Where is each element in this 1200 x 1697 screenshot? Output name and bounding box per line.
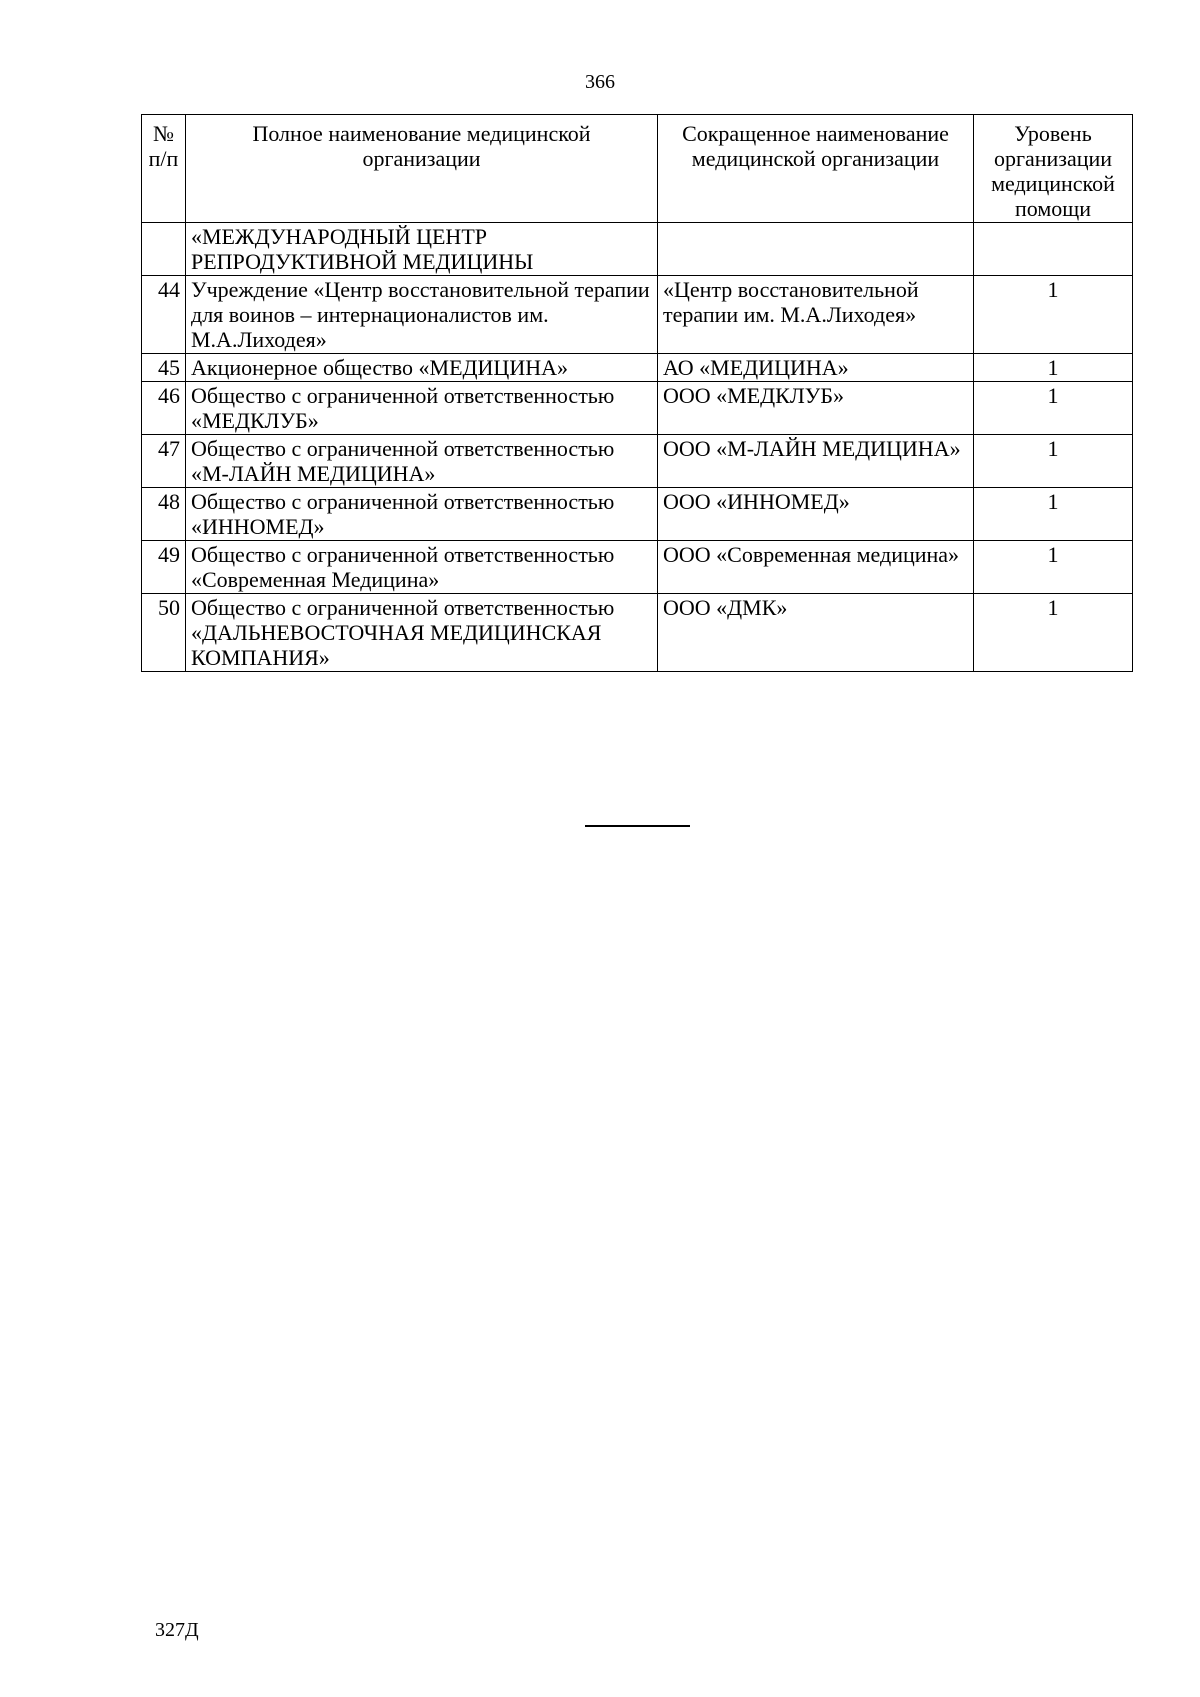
table-header [142, 115, 1133, 223]
table-row [142, 488, 1133, 541]
document-code: 327Д [155, 1619, 199, 1641]
row-level: 1 [974, 276, 1133, 354]
row-short-name: ООО «ИННОМЕД» [658, 488, 974, 541]
row-short-name: ООО «М-ЛАЙН МЕДИЦИНА» [658, 435, 974, 488]
header-full-name: Полное наименование медицинской организации [186, 115, 658, 223]
row-full-name: Общество с ограниченной ответственностью «МЕДКЛУБ» [186, 382, 658, 435]
header-row [142, 115, 1133, 223]
row-num: 46 [142, 382, 186, 435]
row-full-name: Общество с ограниченной ответственностью «ИННОМЕД» [186, 488, 658, 541]
header-level: Уровень организации медицинской помощи [974, 115, 1133, 223]
row-short-name: ООО «ДМК» [658, 594, 974, 672]
row-num [142, 223, 186, 276]
row-short-name: АО «МЕДИЦИНА» [658, 354, 974, 382]
table-row [142, 594, 1133, 672]
row-num: 44 [142, 276, 186, 354]
row-level [974, 223, 1133, 276]
table-row [142, 541, 1133, 594]
page-number: 366 [585, 71, 615, 93]
row-short-name: ООО «Современная медицина» [658, 541, 974, 594]
row-full-name: Общество с ограниченной ответственностью «М-ЛАЙН МЕДИЦИНА» [186, 435, 658, 488]
organizations-table [141, 114, 1133, 672]
table-row [142, 435, 1133, 488]
end-separator-line [585, 825, 690, 827]
row-level: 1 [974, 435, 1133, 488]
table-row [142, 223, 1133, 276]
row-short-name: ООО «МЕДКЛУБ» [658, 382, 974, 435]
row-level: 1 [974, 354, 1133, 382]
row-num: 49 [142, 541, 186, 594]
row-full-name: Учреждение «Центр восстановительной терапии для воинов – интернационалистов им. М.А.Лиходея» [186, 276, 658, 354]
table-body [142, 223, 1133, 672]
row-full-name: Общество с ограниченной ответственностью «ДАЛЬНЕВОСТОЧНАЯ МЕДИЦИНСКАЯ КОМПАНИЯ» [186, 594, 658, 672]
row-level: 1 [974, 488, 1133, 541]
row-num: 48 [142, 488, 186, 541]
row-level: 1 [974, 541, 1133, 594]
row-full-name: Акционерное общество «МЕДИЦИНА» [186, 354, 658, 382]
header-num: № п/п [142, 115, 186, 223]
row-level: 1 [974, 594, 1133, 672]
row-short-name: «Центр восстановительной терапии им. М.А.Лиходея» [658, 276, 974, 354]
table-row [142, 382, 1133, 435]
row-num: 47 [142, 435, 186, 488]
row-num: 45 [142, 354, 186, 382]
row-full-name: Общество с ограниченной ответственностью «Современная Медицина» [186, 541, 658, 594]
row-full-name: «МЕЖДУНАРОДНЫЙ ЦЕНТР РЕПРОДУКТИВНОЙ МЕДИЦИНЫ [186, 223, 658, 276]
row-level: 1 [974, 382, 1133, 435]
row-num: 50 [142, 594, 186, 672]
table-row [142, 276, 1133, 354]
table-row [142, 354, 1133, 382]
header-short-name: Сокращенное наименование медицинской организации [658, 115, 974, 223]
row-short-name [658, 223, 974, 276]
